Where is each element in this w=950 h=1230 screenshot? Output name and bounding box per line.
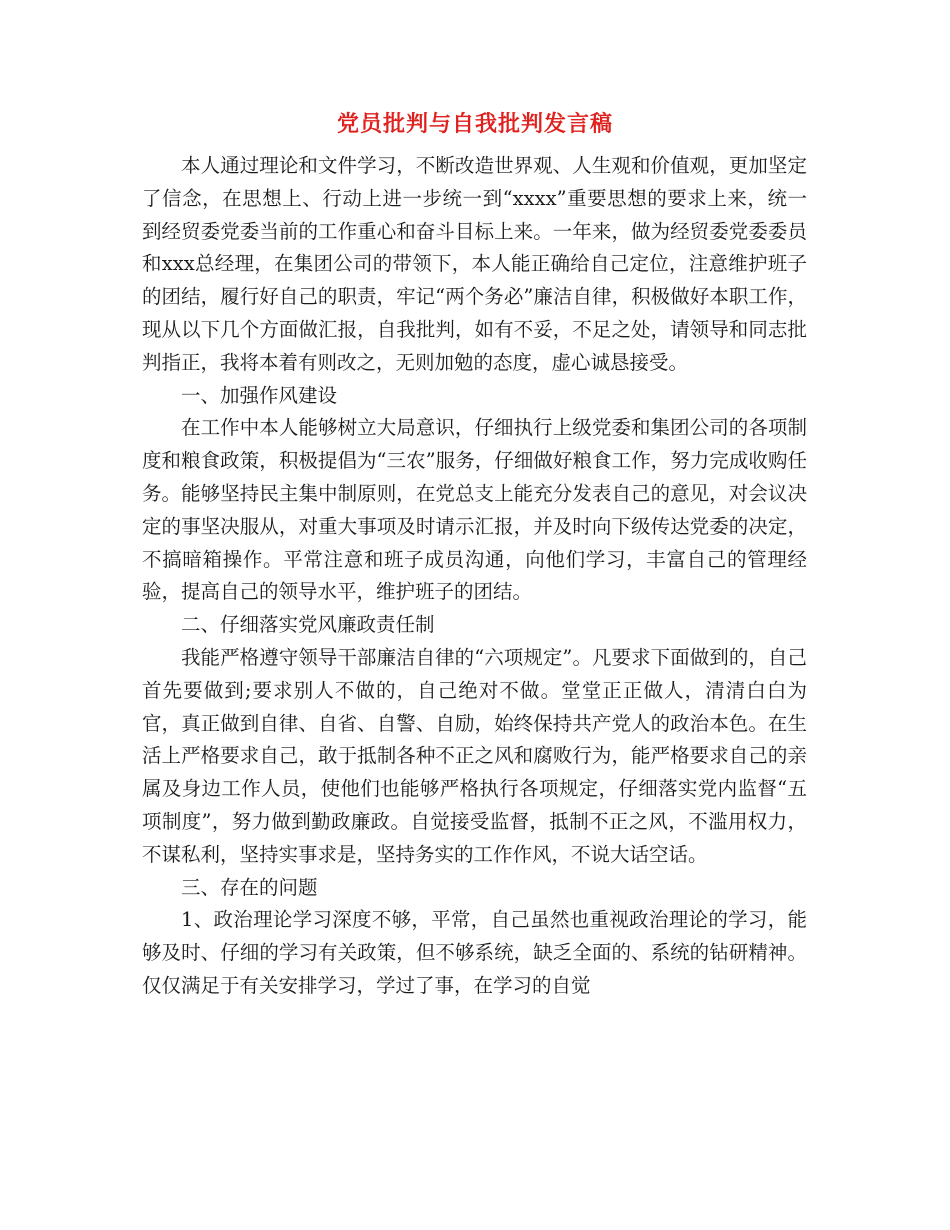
- document-title: 党员批判与自我批判发言稿: [336, 111, 613, 137]
- section-heading-3: 三、存在的问题: [181, 875, 318, 899]
- section-heading-2: 二、仔细落实党风廉政责任制: [181, 613, 435, 637]
- paragraph-intro: 本人通过理论和文件学习，不断改造世界观、人生观和价值观，更加坚定了信念，在思想上、行动上进一步统一到“xxxx”重要思想的要求上来，统一到经贸委党委当前的工作重心和奋斗目标上来。一年来，做为经贸委党委委员和xxx总经理，在集团公司的带领下，本人能正确给自己定位，注意维护班子的团结，履行好自己的职责，牢记“两个务必”廉洁自律，积极做好本职工作，现从以下几个方面做汇报，自我批判，如有不妥，不足之处，请领导和同志批判指正，我将本着有则改之，无则加勉的态度，虚心诚恳接受。: [142, 154, 807, 374]
- paragraph-section-1: 在工作中本人能够树立大局意识，仔细执行上级党委和集团公司的各项制度和粮食政策，积极提倡为“三农”服务，仔细做好粮食工作，努力完成收购任务。能够坚持民主集中制原则，在党总支上能充分发表自己的意见，对会议决定的事坚决服从，对重大事项及时请示汇报，并及时向下级传达党委的决定，不搞暗箱操作。平常注意和班子成员沟通，向他们学习，丰富自己的管理经验，提高自己的领导水平，维护班子的团结。: [142, 416, 807, 604]
- document-body: [142, 150, 807, 1003]
- paragraph-section-3-item-1: 1、政治理论学习深度不够，平常，自己虽然也重视政治理论的学习，能够及时、仔细的学习有关政策，但不够系统，缺乏全面的、系统的钻研精神。仅仅满足于有关安排学习，学过了事，在学习的自觉: [142, 908, 807, 997]
- paragraph-section-2: 我能严格遵守领导干部廉洁自律的“六项规定”。凡要求下面做到的，自己首先要做到;要求别人不做的，自己绝对不做。堂堂正正做人，清清白白为官，真正做到自律、自省、自警、自励，始终保持共产党人的政治本色。在生活上严格要求自己，敢于抵制各种不正之风和腐败行为，能严格要求自己的亲属及身边工作人员，使他们也能够严格执行各项规定，仔细落实党内监督“五项制度”，努力做到勤政廉政。自觉接受监督，抵制不正之风，不滥用权力，不谋私利，坚持实事求是，坚持务实的工作作风，不说大话空话。: [142, 645, 807, 866]
- section-heading-1: 一、加强作风建设: [181, 383, 338, 407]
